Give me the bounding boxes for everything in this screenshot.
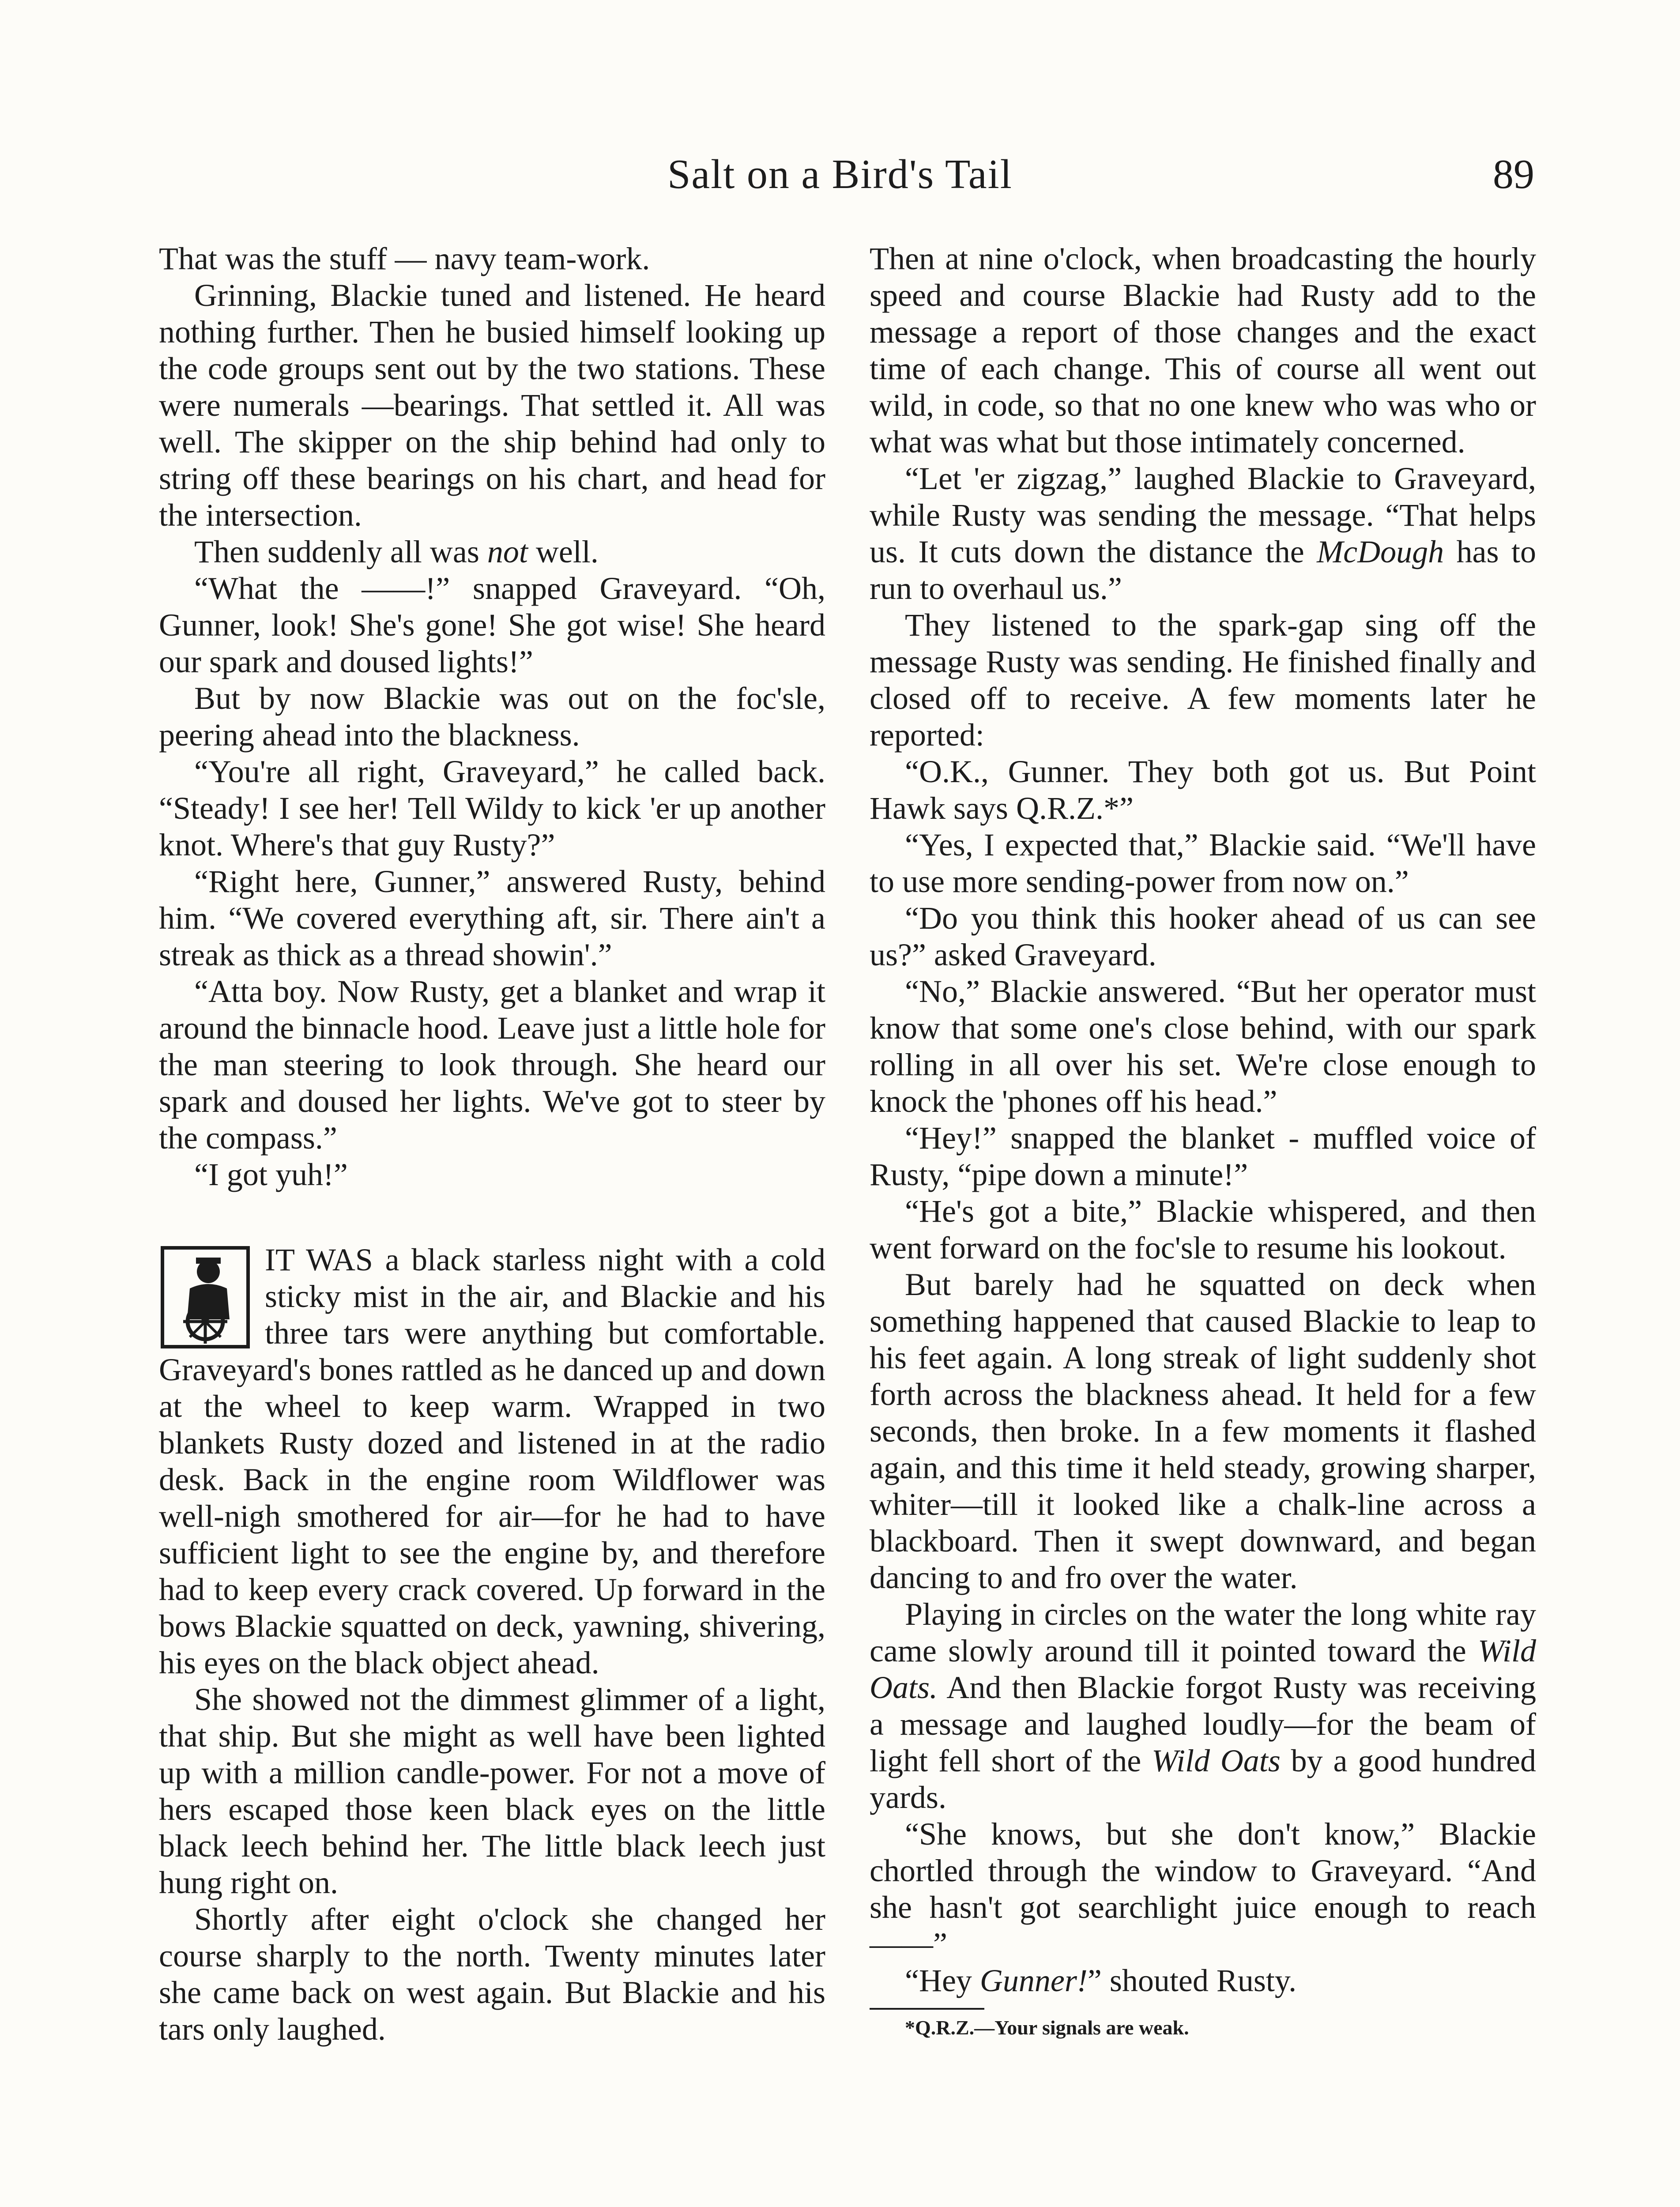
paragraph: “He's got a bite,” Blackie whispered, and then went forward on the foc'sle to resume his lookout. bbox=[870, 1194, 1536, 1265]
paragraph: “No,” Blackie answered. “But her operator must know that some one's close behind, with our spark rolling in all over his set. We're close enough to knock the 'phones off his head.” bbox=[870, 974, 1536, 1119]
paragraph: “Do you think this hooker ahead of us can see us?” asked Graveyard. bbox=[870, 900, 1536, 972]
page-header bbox=[0, 146, 1680, 216]
paragraph: “What the ——!” snapped Graveyard. “Oh, Gunner, look! She's gone! She got wise! She heard our spark and doused lights!” bbox=[159, 571, 825, 679]
paragraph: “Let 'er zigzag,” laughed Blackie to Graveyard, while Rusty was sending the message. “That helps us. It cuts down the distance the McDough has to run to overhaul us.” bbox=[870, 461, 1537, 606]
right-column bbox=[870, 241, 1536, 2041]
left-column bbox=[159, 241, 825, 2048]
running-title: Salt on a Bird's Tail bbox=[667, 151, 1013, 197]
paragraph: That was the stuff — navy team-work. bbox=[159, 241, 650, 276]
paragraph: “Right here, Gunner,” answered Rusty, behind him. “We covered everything aft, sir. There ain't a streak as thick as a thread showin'.” bbox=[159, 864, 825, 972]
paragraph: “Hey Gunner!” shouted Rusty. bbox=[905, 1963, 1297, 1998]
paragraph: IT WAS a black starless night with a cold sticky mist in the air, and Blackie and his three tars were anything but comfortable. Graveyard's bones rattled as he danced up and down at the wheel to keep warm. Wrapped in two blankets Rusty dozed and listened in at the radio desk. Back in the engine room Wildflower was well-nigh smothered for air—for he had to have sufficient light to see the engine by, and therefore had to keep every crack covered. Up forward in the bows Blackie squatted on deck, yawning, shivering, his eyes on the black object ahead. bbox=[159, 1242, 825, 1680]
paragraph: But barely had he squatted on deck when something happened that caused Blackie to leap to his feet again. A long streak of light suddenly shot forth across the blackness ahead. It held for a few seconds, then broke. In a few moments it flashed again, and this time it held steady, growing sharper, whiter—till it looked like a chalk-line across a blackboard. Then it swept downward, and began dancing to and fro over the water. bbox=[870, 1267, 1536, 1595]
footnote-rule bbox=[870, 2008, 984, 2010]
paragraph: “She knows, but she don't know,” Blackie chortled through the window to Graveyard. “And she hasn't got searchlight juice enough to reach——” bbox=[870, 1816, 1536, 1962]
paragraph: “Hey!” snapped the blanket - muffled voice of Rusty, “pipe down a minute!” bbox=[870, 1120, 1536, 1192]
page-number: 89 bbox=[1493, 151, 1534, 197]
paragraph: “You're all right, Graveyard,” he called back. “Steady! I see her! Tell Wildy to kick 'er up another knot. Where's that guy Rusty?” bbox=[159, 754, 825, 862]
paragraph: “O.K., Gunner. They both got us. But Point Hawk says Q.R.Z.*” bbox=[870, 754, 1536, 826]
section-opening bbox=[159, 1242, 825, 1681]
paragraph: “I got yuh!” bbox=[194, 1157, 348, 1192]
paragraph: Playing in circles on the water the long white ray came slowly around till it pointed toward the Wild Oats. And then Blackie forgot Rusty was receiving a message and laughed loudly—for the beam of light fell short of the Wild Oats by a good hundred yards. bbox=[870, 1597, 1537, 1815]
paragraph: Grinning, Blackie tuned and listened. He heard nothing further. Then he busied himself looking up the code groups sent out by the two stations. These were numerals —bearings. That settled it. All was well. The skipper on the ship behind had only to string off these bearings on his chart, and head for the intersection. bbox=[159, 278, 825, 533]
paragraph: Then at nine o'clock, when broadcasting the hourly speed and course Blackie had Rusty add to the message a report of those changes and the exact time of each change. This of course all went out wild, in code, so that no one knew who was who or what was what but those intimately concerned. bbox=[870, 241, 1536, 459]
paragraph: “Yes, I expected that,” Blackie said. “We'll have to use more sending-power from now on.” bbox=[870, 827, 1536, 899]
sailor-at-wheel-icon bbox=[159, 1244, 252, 1350]
paragraph: They listened to the spark-gap sing off the message Rusty was sending. He finished finally and closed off to receive. A few moments later he reported: bbox=[870, 607, 1536, 753]
paragraph: “Atta boy. Now Rusty, get a blanket and wrap it around the binnacle hood. Leave just a little hole for the man steering to look through. She heard our spark and doused her lights. We've got to steer by the compass.” bbox=[159, 974, 825, 1156]
footnote: *Q.R.Z.—Your signals are weak. bbox=[905, 2016, 1189, 2039]
paragraph: She showed not the dimmest glimmer of a light, that ship. But she might as well have been lighted up with a million candle-power. For not a move of hers escaped those keen black eyes on the little black leech behind her. The little black leech just hung right on. bbox=[159, 1682, 825, 1900]
paragraph: But by now Blackie was out on the foc'sle, peering ahead into the blackness. bbox=[159, 681, 825, 753]
paragraph: Then suddenly all was not well. bbox=[194, 534, 599, 569]
paragraph: Shortly after eight o'clock she changed her course sharply to the north. Twenty minutes later she came back on west again. But Blackie and his tars only laughed. bbox=[159, 1902, 825, 2047]
